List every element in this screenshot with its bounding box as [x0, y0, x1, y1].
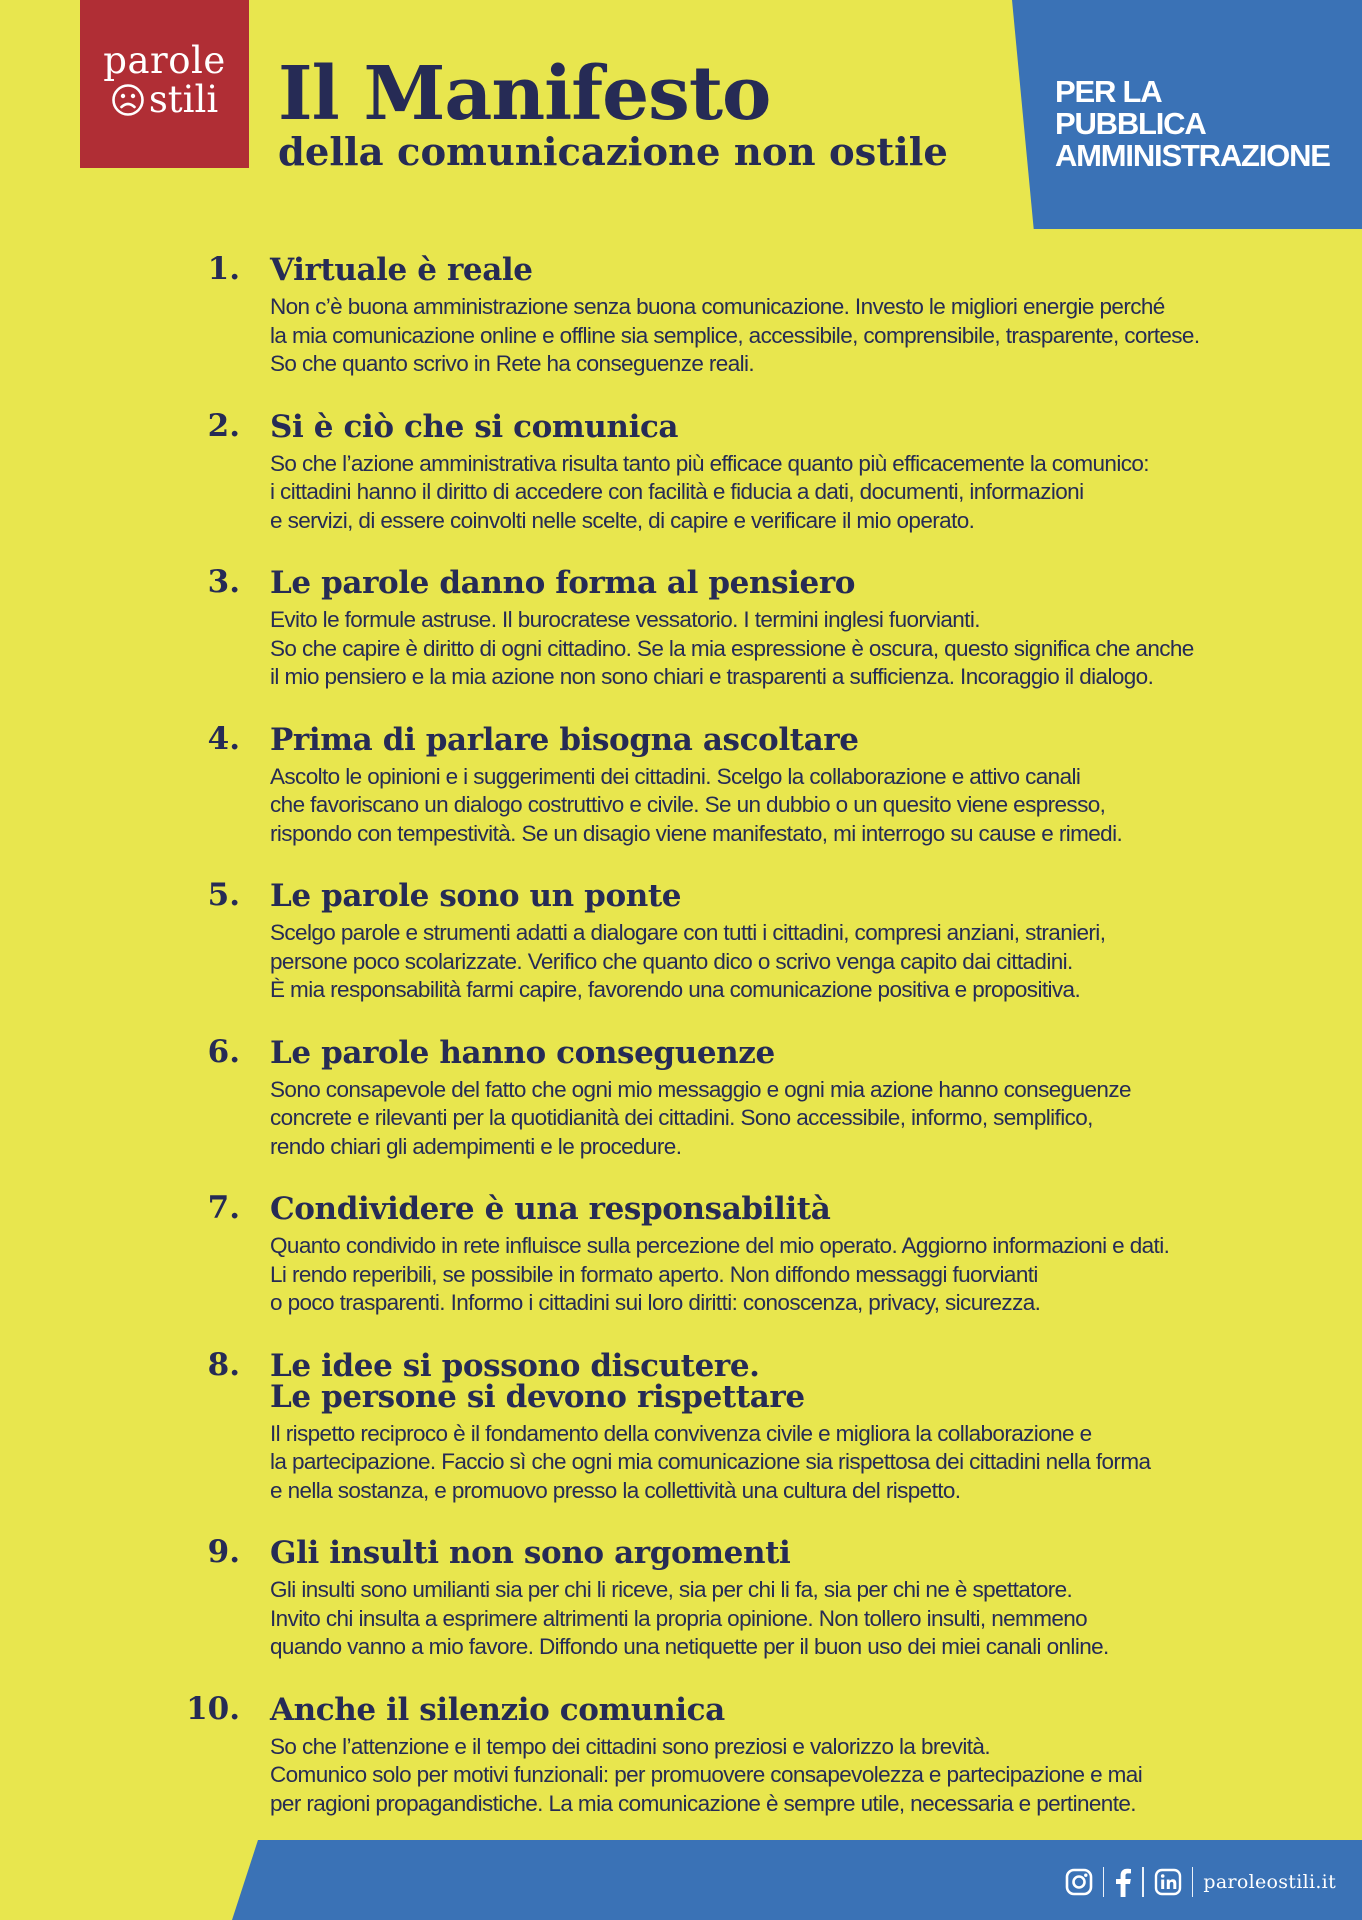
banner-line: PER LA [1055, 74, 1162, 109]
item-body [270, 1576, 1362, 1662]
header-title-block [278, 52, 948, 174]
manifesto-item [0, 1691, 1362, 1819]
item-body [270, 293, 1362, 379]
item-heading-line: Le parole sono un ponte [270, 878, 682, 914]
item-number: 8. [207, 1346, 240, 1383]
logo-line-2-text: stili [148, 78, 219, 121]
manifesto-item [0, 564, 1362, 692]
item-body-line: quando vanno a mio favore. Diffondo una netiquette per il buon uso dei miei canali online. [270, 1634, 1109, 1659]
item-heading [270, 564, 1362, 599]
item-number: 1. [207, 251, 240, 287]
item-body-line: rendo chiari gli adempimenti e le procedure. [270, 1133, 682, 1159]
item-heading-line: Si è ciò che si comunica [270, 408, 679, 445]
item-body-line: So che quanto scrivo in Rete ha conseguenze reali. [270, 351, 755, 376]
banner-line: AMMINISTRAZIONE [1055, 138, 1330, 173]
item-body-line: Sono consapevole del fatto che ogni mio messaggio e ogni mia azione hanno conseguenze [270, 1076, 1131, 1102]
instagram-icon[interactable] [1065, 1868, 1093, 1896]
item-heading [270, 1347, 1362, 1413]
item-body-line: persone poco scolarizzate. Verifico che quanto dico o scrivo venga capito dai cittadini. [270, 948, 1073, 974]
banner-line: PUBBLICA [1055, 106, 1206, 141]
item-heading-line: Condividere è una responsabilità [270, 1191, 831, 1227]
item-body-line: Gli insulti sono umilianti sia per chi li riceve, sia per chi li fa, sia per chi ne è spettatore. [270, 1577, 1073, 1602]
item-number: 10. [186, 1690, 240, 1727]
item-heading-line: Le parole danno forma al pensiero [270, 565, 856, 601]
item-body-line: So che l’attenzione e il tempo dei cittadini sono preziosi e valorizzo la brevità. [270, 1733, 990, 1759]
item-body [270, 919, 1362, 1005]
item-body [270, 1232, 1362, 1318]
item-body-line: È mia responsabilità farmi capire, favorendo una comunicazione positiva e propositiva. [270, 977, 1081, 1002]
logo [80, 0, 249, 168]
item-body-line: la partecipazione. Faccio sì che ogni mia comunicazione sia rispettosa dei cittadini nella forma [270, 1449, 1151, 1474]
sad-face-icon [111, 83, 145, 117]
item-heading-line: Le idee si possono discutere. [270, 1347, 760, 1384]
manifesto-item [0, 251, 1362, 379]
item-body-line: Non c’è buona amministrazione senza buona comunicazione. Investo le migliori energie perché [270, 294, 1165, 319]
item-body-line: che favoriscano un dialogo costruttivo e civile. Se un dubbio o un quesito viene espresso, [270, 792, 1106, 817]
item-heading-line: Gli insulti non sono argomenti [270, 1535, 791, 1571]
item-heading [270, 877, 1362, 912]
item-body-line: la mia comunicazione online e offline sia semplice, accessibile, comprensibile, trasparente, cortese. [270, 322, 1200, 348]
footer-divider [1192, 1867, 1194, 1897]
item-heading [270, 1034, 1362, 1069]
item-body-line: per ragioni propagandistiche. La mia comunicazione è sempre utile, necessaria e pertinente. [270, 1790, 1136, 1816]
item-body-line: Il rispetto reciproco è il fondamento della convivenza civile e migliora la collaborazione e [270, 1420, 1092, 1446]
item-body [270, 763, 1362, 849]
item-number: 5. [207, 877, 240, 913]
item-body-line: i cittadini hanno il diritto di accedere con facilità e fiducia a dati, documenti, informazioni [270, 479, 1084, 504]
item-body-line: Quanto condivido in rete influisce sulla percezione del mio operato. Aggiorno informazioni e dati. [270, 1233, 1170, 1258]
manifesto-item [0, 721, 1362, 849]
manifesto-list [0, 251, 1362, 1847]
item-heading [270, 1190, 1362, 1225]
logo-line-1: parole [103, 39, 226, 82]
logo-line-2 [80, 80, 249, 120]
manifesto-item [0, 1534, 1362, 1662]
item-heading-line: Virtuale è reale [270, 252, 533, 288]
item-body-line: Scelgo parole e strumenti adatti a dialogare con tutti i cittadini, compresi anziani, stranieri, [270, 920, 1106, 945]
item-heading-line: Anche il silenzio comunica [270, 1691, 725, 1728]
item-body-line: Ascolto le opinioni e i suggerimenti dei cittadini. Scelgo la collaborazione e attivo canali [270, 763, 1081, 789]
facebook-icon[interactable] [1114, 1867, 1132, 1897]
footer-divider [1142, 1867, 1144, 1897]
item-body [270, 1076, 1362, 1162]
manifesto-item [0, 1347, 1362, 1506]
item-number: 3. [207, 564, 240, 600]
item-body [270, 450, 1362, 536]
manifesto-item [0, 408, 1362, 536]
item-heading-line: Le parole hanno conseguenze [270, 1034, 775, 1071]
item-body-line: concrete e rilevanti per la quotidianità dei cittadini. Sono accessibile, informo, semplifico, [270, 1105, 1093, 1130]
item-body-line: So che l’azione amministrativa risulta tanto più efficace quanto più efficacemente la comunico: [270, 450, 1149, 476]
item-heading [270, 721, 1362, 756]
item-body-line: Comunico solo per motivi funzionali: per promuovere consapevolezza e partecipazione e mai [270, 1762, 1143, 1787]
item-heading [270, 408, 1362, 443]
item-number: 7. [207, 1190, 240, 1226]
item-heading [270, 251, 1362, 286]
manifesto-item [0, 877, 1362, 1005]
item-heading [270, 1691, 1362, 1726]
website-link[interactable]: paroleostili.it [1203, 1871, 1336, 1893]
audience-banner-text [1055, 76, 1330, 172]
item-number: 4. [207, 720, 240, 757]
item-body-line: e servizi, di essere coinvolti nelle scelte, di capire e verificare il mio operato. [270, 507, 975, 533]
item-number: 6. [207, 1033, 240, 1070]
item-number: 9. [207, 1534, 240, 1570]
item-number: 2. [207, 407, 240, 444]
page-subtitle: della comunicazione non ostile [278, 130, 948, 175]
item-body-line: e nella sostanza, e promuovo presso la collettività una cultura del rispetto. [270, 1477, 961, 1503]
item-body-line: il mio pensiero e la mia azione non sono chiari e trasparenti a sufficienza. Incoraggio il dialogo. [270, 664, 1154, 689]
item-heading [270, 1534, 1362, 1569]
item-body-line: Evito le formule astruse. Il burocratese vessatorio. I termini inglesi fuorvianti. [270, 607, 980, 632]
item-body-line: So che capire è diritto di ogni cittadino. Se la mia espressione è oscura, questo significa che anche [270, 635, 1194, 661]
manifesto-item [0, 1190, 1362, 1318]
footer-divider [1103, 1867, 1105, 1897]
item-body-line: Invito chi insulta a esprimere altrimenti la propria opinione. Non tollero insulti, nemmeno [270, 1605, 1088, 1631]
item-heading-line: Le persone si devono rispettare [270, 1378, 805, 1415]
manifesto-item [0, 1034, 1362, 1162]
item-body-line: rispondo con tempestività. Se un disagio viene manifestato, mi interrogo su cause e rimedi. [270, 820, 1123, 846]
item-body [270, 606, 1362, 692]
item-body [270, 1733, 1362, 1819]
page-title: Il Manifesto [278, 51, 771, 137]
item-body [270, 1420, 1362, 1506]
footer-social [1065, 1862, 1336, 1902]
linkedin-icon[interactable] [1154, 1868, 1182, 1896]
item-body-line: Li rendo reperibili, se possibile in formato aperto. Non diffondo messaggi fuorvianti [270, 1261, 1038, 1287]
item-heading-line: Prima di parlare bisogna ascoltare [270, 721, 859, 758]
item-body-line: o poco trasparenti. Informo i cittadini sui loro diritti: conoscenza, privacy, sicurezza. [270, 1290, 1041, 1315]
